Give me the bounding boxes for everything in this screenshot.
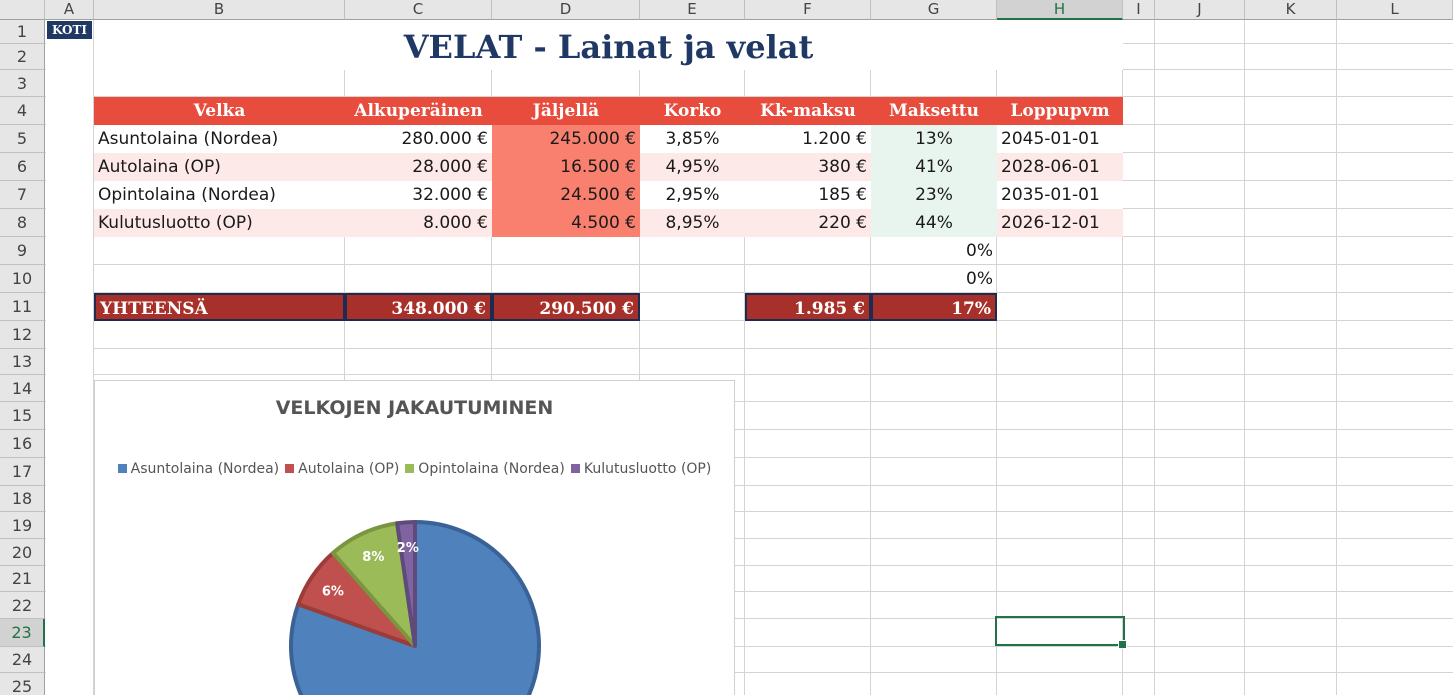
row-header-24[interactable]: 24	[0, 647, 45, 673]
fill-handle[interactable]	[1118, 640, 1127, 649]
total-original[interactable]: 348.000 €	[345, 293, 492, 321]
chart-title: VELKOJEN JAKAUTUMINEN	[275, 397, 554, 419]
table-cell[interactable]: 2028-06-01	[997, 153, 1123, 181]
row-header-23[interactable]: 23	[0, 619, 45, 647]
header-cell[interactable]: Maksettu	[871, 97, 997, 125]
header-cell[interactable]: Korko	[640, 97, 745, 125]
column-header-g[interactable]: G	[871, 0, 997, 20]
pie-data-label: 8%	[362, 549, 385, 565]
gridline-h	[0, 374, 1453, 375]
column-header-k[interactable]: K	[1245, 0, 1337, 20]
legend-label: Opintolaina (Nordea)	[418, 461, 565, 477]
gridline-h	[0, 264, 1453, 265]
row-header-5[interactable]: 5	[0, 125, 45, 153]
table-cell[interactable]: 2045-01-01	[997, 125, 1123, 153]
column-header-f[interactable]: F	[745, 0, 871, 20]
row-header-12[interactable]: 12	[0, 321, 45, 349]
table-cell[interactable]: 2026-12-01	[997, 209, 1123, 237]
total-monthly[interactable]: 1.985 €	[745, 293, 871, 321]
row-header-11[interactable]: 11	[0, 293, 45, 321]
row-header-10[interactable]: 10	[0, 265, 45, 293]
table-cell[interactable]: 1.200 €	[745, 125, 871, 153]
koti-button[interactable]: KOTI	[47, 21, 92, 39]
legend-label: Autolaina (OP)	[298, 461, 400, 477]
table-cell[interactable]: 8.000 €	[345, 209, 492, 237]
column-header-i[interactable]: I	[1123, 0, 1155, 20]
row-header-2[interactable]: 2	[0, 44, 45, 70]
header-cell[interactable]: Jäljellä	[492, 97, 640, 125]
gridline-h	[0, 348, 1453, 349]
row-header-14[interactable]: 14	[0, 375, 45, 402]
header-cell[interactable]: Loppupvm	[997, 97, 1123, 125]
row-header-8[interactable]: 8	[0, 209, 45, 237]
row-header-25[interactable]: 25	[0, 673, 45, 695]
row-header-22[interactable]: 22	[0, 592, 45, 619]
table-cell[interactable]: 185 €	[745, 181, 871, 209]
paid-cell[interactable]: 0%	[966, 269, 993, 289]
paid-cell[interactable]: 0%	[966, 241, 993, 261]
pie-plot	[95, 381, 735, 695]
total-label[interactable]: YHTEENSÄ	[94, 293, 345, 321]
legend-label: Kulutusluotto (OP)	[583, 461, 712, 477]
header-cell[interactable]: Velka	[94, 97, 345, 125]
row-header-17[interactable]: 17	[0, 458, 45, 486]
column-header-a[interactable]: A	[45, 0, 94, 20]
row-header-7[interactable]: 7	[0, 181, 45, 209]
table-cell[interactable]: 380 €	[745, 153, 871, 181]
table-cell[interactable]: 32.000 €	[345, 181, 492, 209]
header-cell[interactable]: Alkuperäinen	[345, 97, 492, 125]
row-header-18[interactable]: 18	[0, 486, 45, 512]
row-header-3[interactable]: 3	[0, 70, 45, 97]
table-cell[interactable]: 2,95%	[640, 181, 745, 209]
header-cell[interactable]: Kk-maksu	[745, 97, 871, 125]
table-cell[interactable]: Asuntolaina (Nordea)	[94, 125, 345, 153]
row-header-19[interactable]: 19	[0, 512, 45, 539]
row-header-9[interactable]: 9	[0, 237, 45, 265]
row-header-15[interactable]: 15	[0, 402, 45, 430]
column-header-b[interactable]: B	[94, 0, 345, 20]
table-cell[interactable]: 41%	[871, 153, 997, 181]
legend-label: Asuntolaina (Nordea)	[130, 461, 280, 477]
table-cell[interactable]: 2035-01-01	[997, 181, 1123, 209]
table-cell[interactable]: 23%	[871, 181, 997, 209]
total-paid[interactable]: 17%	[871, 293, 997, 321]
row-header-6[interactable]: 6	[0, 153, 45, 181]
table-cell[interactable]: 13%	[871, 125, 997, 153]
table-cell[interactable]: 245.000 €	[492, 125, 640, 153]
active-cell-selection[interactable]	[995, 616, 1125, 646]
table-cell[interactable]: 4.500 €	[492, 209, 640, 237]
column-header-c[interactable]: C	[345, 0, 492, 20]
table-cell[interactable]: 3,85%	[640, 125, 745, 153]
column-header-e[interactable]: E	[640, 0, 745, 20]
column-header-l[interactable]: L	[1337, 0, 1453, 20]
sheet-title: VELAT - Lainat ja velat	[403, 28, 814, 66]
table-cell[interactable]: Kulutusluotto (OP)	[94, 209, 345, 237]
column-header-j[interactable]: J	[1155, 0, 1245, 20]
table-cell[interactable]: 280.000 €	[345, 125, 492, 153]
total-remaining[interactable]: 290.500 €	[492, 293, 640, 321]
row-header-4[interactable]: 4	[0, 97, 45, 125]
select-all-corner[interactable]	[0, 0, 45, 20]
pie-chart[interactable]	[94, 380, 735, 695]
row-header-16[interactable]: 16	[0, 430, 45, 458]
table-cell[interactable]: 4,95%	[640, 153, 745, 181]
row-header-1[interactable]: 1	[0, 20, 45, 44]
column-a-area	[46, 20, 93, 695]
table-cell[interactable]: Autolaina (OP)	[94, 153, 345, 181]
pie-data-label: 6%	[321, 584, 344, 600]
table-cell[interactable]: 220 €	[745, 209, 871, 237]
table-cell[interactable]: 16.500 €	[492, 153, 640, 181]
table-cell[interactable]: Opintolaina (Nordea)	[94, 181, 345, 209]
table-cell[interactable]: 44%	[871, 209, 997, 237]
column-header-h[interactable]: H	[997, 0, 1123, 20]
table-cell[interactable]: 24.500 €	[492, 181, 640, 209]
row-header-20[interactable]: 20	[0, 539, 45, 566]
row-header-13[interactable]: 13	[0, 349, 45, 375]
column-header-d[interactable]: D	[492, 0, 640, 20]
table-cell[interactable]: 28.000 €	[345, 153, 492, 181]
table-cell[interactable]: 8,95%	[640, 209, 745, 237]
row-header-21[interactable]: 21	[0, 566, 45, 592]
pie-data-label: 2%	[396, 541, 419, 557]
